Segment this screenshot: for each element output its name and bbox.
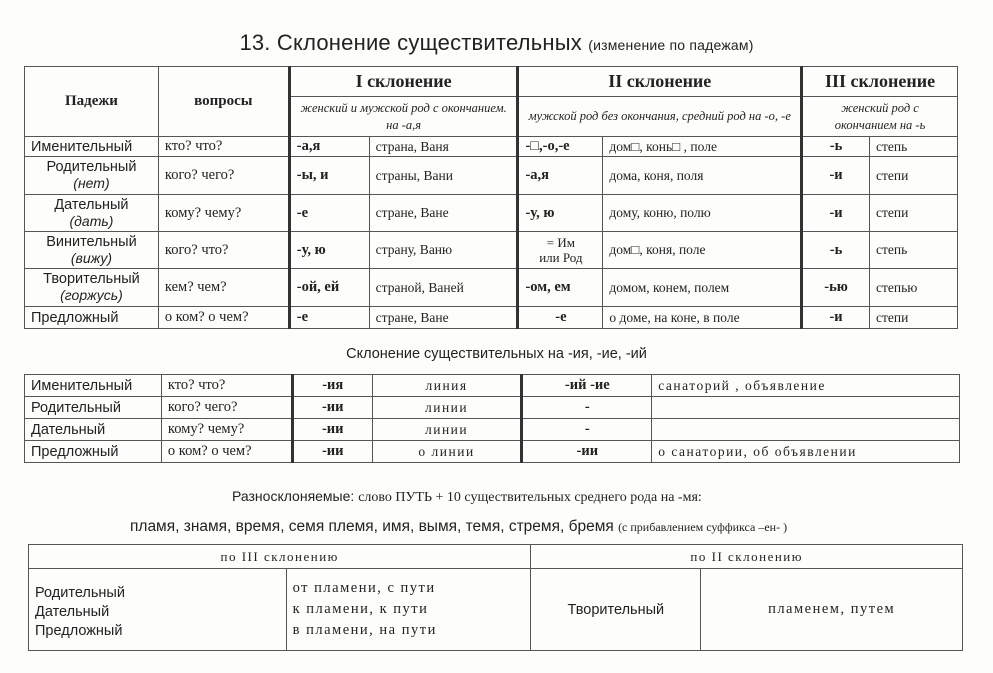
- case-cell: [25, 307, 159, 329]
- example-cell: страна, Ваня: [369, 137, 518, 157]
- ending-cell: -и: [802, 157, 870, 195]
- ending-cell: -и: [802, 307, 870, 329]
- example-cell: степи: [870, 195, 958, 232]
- question-cell: кого? чего?: [158, 157, 289, 195]
- cases-cell: [29, 569, 287, 651]
- question-cell: кому? чему?: [158, 195, 289, 232]
- header-cases: Падежи: [25, 67, 159, 137]
- ending-cell: -у, ю: [518, 195, 603, 232]
- title-main: 13. Склонение существительных: [239, 30, 582, 55]
- table-row: [25, 307, 958, 329]
- case-cell: [25, 157, 159, 195]
- header-row: [29, 545, 963, 569]
- example-cell: стране, Ване: [369, 195, 518, 232]
- ending-cell: -: [522, 419, 652, 441]
- ending-cell: -у, ю: [289, 232, 369, 269]
- header-decl3: III склонение: [802, 67, 958, 97]
- case-cell: [25, 269, 159, 307]
- ending-cell: -ии: [522, 441, 652, 463]
- header-questions: вопросы: [158, 67, 289, 137]
- example-cell: [652, 397, 960, 419]
- question-cell: кто? что?: [161, 375, 292, 397]
- ending-cell: -ии: [292, 441, 372, 463]
- case-hint: (нет): [73, 175, 110, 191]
- table-row: [25, 195, 958, 232]
- case-name: Дательный: [54, 196, 129, 213]
- table-row: [29, 569, 963, 651]
- ending-cell: -ь: [802, 232, 870, 269]
- case-cell: Дательный: [25, 419, 162, 441]
- example-cell: страны, Вани: [369, 157, 518, 195]
- ending-cell: -ии: [292, 419, 372, 441]
- example-cell: о санатории, об объявлении: [652, 441, 960, 463]
- question-cell: о ком? о чем?: [158, 307, 289, 329]
- ending-cell: -ью: [802, 269, 870, 307]
- case-name: Творительный: [43, 271, 140, 287]
- ending-cell: -ии: [292, 397, 372, 419]
- section2-title: Склонение существительных на -ия, -ие, -ий: [346, 346, 647, 362]
- page-title: [0, 30, 993, 56]
- example-cell: степь: [870, 137, 958, 157]
- note-decl2: мужской род без окончания, средний род на -о, -е: [518, 97, 802, 137]
- case-hint: (вижу): [70, 249, 113, 266]
- heteroclitic-words: [130, 518, 787, 536]
- table-row: [25, 137, 958, 157]
- case-name: Предложный: [35, 623, 123, 639]
- header-row: [25, 67, 958, 97]
- example-cell: степью: [870, 269, 958, 307]
- header-decl1: I склонение: [289, 67, 518, 97]
- example-cell: дом□, конь□ , поле: [603, 137, 802, 157]
- case-name: Родительный: [35, 585, 125, 601]
- ending-cell: -а,я: [289, 137, 369, 157]
- example-cell: санаторий , объявление: [652, 375, 960, 397]
- question-cell: кем? чем?: [158, 269, 289, 307]
- ia-ie-ii-table: [24, 374, 960, 463]
- ending-cell: -ий -ие: [522, 375, 652, 397]
- header-by2: по II склонению: [531, 545, 963, 569]
- instr-form-cell: пламенем, путем: [701, 569, 963, 651]
- forms-cell: [286, 569, 531, 651]
- case-hint: (горжусь): [60, 287, 123, 303]
- ending-cell: -: [522, 397, 652, 419]
- example-cell: степи: [870, 157, 958, 195]
- case-cell: [25, 137, 159, 157]
- question-cell: кому? чему?: [161, 419, 292, 441]
- example-cell: дома, коня, поля: [603, 157, 802, 195]
- ending-cell: -е: [289, 195, 369, 232]
- question-cell: кого? чего?: [161, 397, 292, 419]
- form-line: от пламени, с пути: [292, 580, 436, 596]
- form-line: в пламени, на пути: [292, 622, 437, 638]
- ending-cell: -е: [518, 307, 603, 329]
- header-by3: по III склонению: [29, 545, 531, 569]
- form-line: к пламени, к пути: [292, 601, 429, 617]
- ending-cell: -ия: [292, 375, 372, 397]
- case-name: Предложный: [31, 309, 119, 326]
- case-cell: [25, 232, 159, 269]
- ending-cell: -ой, ей: [289, 269, 369, 307]
- example-cell: стране, Ване: [369, 307, 518, 329]
- heteroclitic-table: [28, 544, 963, 651]
- ending-cell: -а,я: [518, 157, 603, 195]
- example-cell: [652, 419, 960, 441]
- ending-cell: -ь: [802, 137, 870, 157]
- declension-table: [24, 66, 958, 329]
- case-name: Родительный: [46, 159, 137, 175]
- table-row: [25, 157, 958, 195]
- instr-case-cell: Творительный: [531, 569, 701, 651]
- table-row: [25, 232, 958, 269]
- title-sub: (изменение по падежам): [588, 37, 754, 53]
- example-cell: домом, конем, полем: [603, 269, 802, 307]
- question-cell: о ком? о чем?: [161, 441, 292, 463]
- note-decl1: женский и мужской род с окончанием. на -а,я: [289, 97, 518, 137]
- example-cell: о доме, на коне, в поле: [603, 307, 802, 329]
- ending-cell: -□,-о,-е: [518, 137, 603, 157]
- question-cell: кто? что?: [158, 137, 289, 157]
- case-name: Дательный: [35, 604, 110, 620]
- example-cell: степь: [870, 232, 958, 269]
- table-row: [25, 441, 960, 463]
- example-cell: дом□, коня, поле: [603, 232, 802, 269]
- table-row: [25, 375, 960, 397]
- heteroclitic-desc: слово ПУТЬ + 10 существительных среднего рода на -мя:: [358, 490, 702, 505]
- heteroclitic-label: Разносклоняемые:: [232, 488, 355, 504]
- table-row: [25, 397, 960, 419]
- case-hint: (дать): [69, 212, 114, 229]
- example-cell: страну, Ваню: [369, 232, 518, 269]
- ending-cell: -и: [802, 195, 870, 232]
- ending-cell: -ом, ем: [518, 269, 603, 307]
- case-name: Именительный: [31, 138, 133, 155]
- table-row: [25, 269, 958, 307]
- example-cell: степи: [870, 307, 958, 329]
- word-list: пламя, знамя, время, семя племя, имя, вымя, темя, стремя, бремя: [130, 518, 614, 535]
- ending-cell: -ы, и: [289, 157, 369, 195]
- example-cell: о линии: [372, 441, 522, 463]
- example-cell: линии: [372, 419, 522, 441]
- suffix-note: (с прибавлением суффикса –ен- ): [618, 520, 788, 534]
- example-cell: страной, Ваней: [369, 269, 518, 307]
- table-row: [25, 419, 960, 441]
- ending-cell: -е: [289, 307, 369, 329]
- ending-cell: = Им или Род: [518, 232, 603, 269]
- case-cell: Родительный: [25, 397, 162, 419]
- example-cell: линия: [372, 375, 522, 397]
- case-cell: [25, 195, 159, 232]
- header-decl2: II склонение: [518, 67, 802, 97]
- example-cell: линии: [372, 397, 522, 419]
- case-cell: Предложный: [25, 441, 162, 463]
- question-cell: кого? что?: [158, 232, 289, 269]
- heteroclitic-intro: [232, 488, 702, 506]
- case-cell: Именительный: [25, 375, 162, 397]
- example-cell: дому, коню, полю: [603, 195, 802, 232]
- note-decl3: женский род с окончанием на -ь: [802, 97, 958, 137]
- case-name: Винительный: [46, 233, 137, 250]
